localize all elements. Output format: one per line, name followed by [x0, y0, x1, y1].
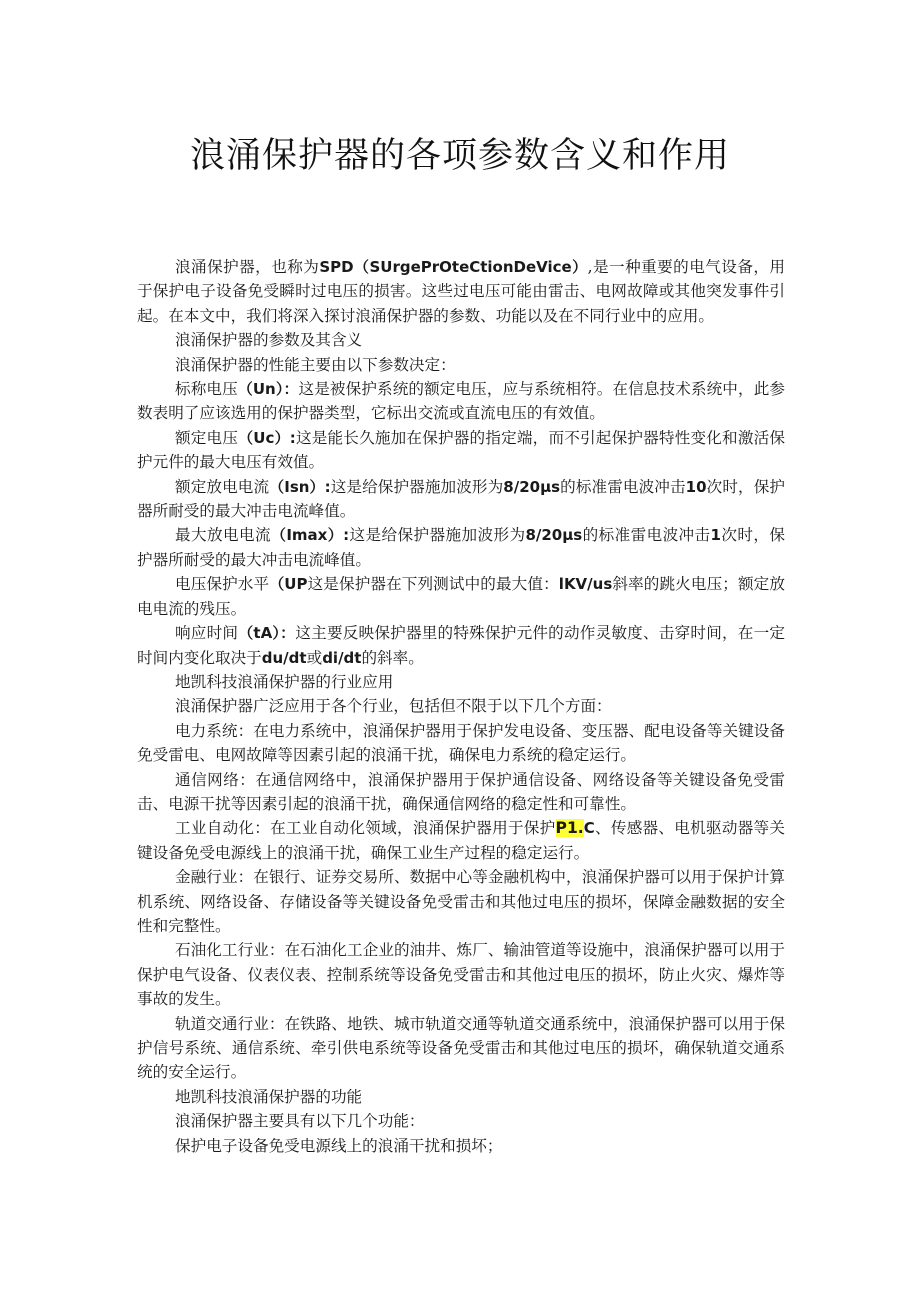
param-imax-desc-1: 这是给保护器施加波形为 [349, 526, 526, 545]
param-uc [137, 426, 785, 475]
param-imax-symbol: （Imax）: [270, 526, 350, 545]
intro-paragraph [137, 255, 785, 328]
param-isn [137, 475, 785, 524]
document-title: 浪涌保护器的各项参数含义和作用 [189, 136, 730, 176]
param-ta-desc-2: 的斜率。 [361, 648, 424, 667]
param-uc-symbol: （Uc）: [238, 428, 296, 447]
industry-automation [137, 816, 785, 865]
plc-term-suffix: C [583, 819, 595, 838]
param-isn-symbol: （Isn）: [269, 477, 331, 496]
param-up-symbol: （UP [269, 575, 308, 594]
industry-telecom: 通信网络：在通信网络中，浪涌保护器用于保护通信设备、网络设备等关键设备免受雷击、电源干扰等因素引起的浪涌干扰，确保通信网络的稳定性和可靠性。 [137, 770, 785, 813]
param-up-desc-2: 斜率的跳火电压；额定放电电流的残压。 [137, 575, 785, 618]
param-uc-name: 额定电压 [175, 428, 239, 447]
param-isn-desc-1: 这是给保护器施加波形为 [330, 477, 504, 496]
param-isn-name: 额定放电电流 [175, 477, 270, 496]
industry-petrochemical: 石油化工行业：在石油化工企业的油井、炼厂、输油管道等设施中，浪涌保护器可以用于保护电气设备、仪表仪表、控制系统等设备免受雷击和其他过电压的损坏，防止火灾、爆炸等事故的发生。 [137, 941, 785, 1009]
industry-intro: 浪涌保护器广泛应用于各个行业，包括但不限于以下几个方面： [175, 697, 612, 716]
heading-industry: 地凯科技浪涌保护器的行业应用 [175, 672, 394, 691]
param-un-symbol: （Un）： [237, 380, 299, 399]
param-imax [137, 523, 785, 572]
industry-rail: 轨道交通行业：在铁路、地铁、城市轨道交通等轨道交通系统中，浪涌保护器可以用于保护信号系统、通信系统、牵引供电系统等设备免受雷击和其他过电压的损坏，确保轨道交通系统的安全运行。 [137, 1014, 785, 1082]
intro-text-2: ,是一种重要的电气设备，用于保护电子设备免受瞬时过电压的损害。这些过电压可能由雷击、电网故障或其他突发事件引起。在本文中，我们将深入探讨浪涌保护器的参数、功能以及在不同行业中的应用。 [137, 258, 785, 325]
param-ta-or: 或 [306, 648, 323, 667]
parameters-intro: 浪涌保护器的性能主要由以下参数决定： [175, 355, 456, 374]
param-isn-desc-2: 的标准雷电波冲击 [560, 477, 686, 496]
param-up-desc-1: 这是保护器在下列测试中的最大值： [307, 575, 559, 594]
param-isn-desc-3: 次时，保护器所耐受的最大冲击电流峰值。 [137, 477, 785, 521]
param-isn-count: 10 [685, 477, 707, 496]
param-un-name: 标称电压 [175, 380, 238, 399]
industry-automation-text-2: 、传感器、电机驱动器等关键设备免受电源线上的浪涌干扰，确保工业生产过程的稳定运行。 [137, 819, 785, 862]
param-imax-desc-3: 次时，保护器所耐受的最大冲击电流峰值。 [137, 526, 785, 569]
heading-function: 地凯科技浪涌保护器的功能 [175, 1087, 363, 1106]
highlighted-plc-term: P1. [555, 819, 584, 838]
function-intro: 浪涌保护器主要具有以下几个功能： [175, 1112, 425, 1131]
param-imax-waveform: 8/20μs [525, 526, 583, 545]
industry-automation-text-1: 工业自动化：在工业自动化领域，浪涌保护器用于保护 [175, 819, 556, 838]
param-up [137, 572, 785, 621]
param-imax-count: 1 [710, 526, 721, 545]
param-ta-dudt: du/dt [261, 648, 307, 667]
param-ta-symbol: （tA）： [238, 624, 296, 643]
param-up-slope: lKV/us [558, 575, 613, 594]
industry-finance: 金融行业：在银行、证券交易所、数据中心等金融机构中，浪涌保护器可以用于保护计算机系统、网络设备、存储设备等关键设备免受雷击和其他过电压的损坏，保障金融数据的安全性和完整性。 [137, 868, 785, 935]
param-ta [137, 621, 785, 670]
param-uc-desc: 这是能长久施加在保护器的指定端，而不引起保护器特性变化和激活保护元件的最大电压有效值。 [137, 428, 785, 472]
param-isn-waveform: 8/20μs [503, 477, 561, 496]
param-imax-desc-2: 的标准雷电波冲击 [582, 526, 711, 545]
intro-text-1: 浪涌保护器，也称为 [175, 258, 320, 276]
param-up-name: 电压保护水平 [175, 575, 270, 594]
param-un-desc: 这是被保护系统的额定电压，应与系统相符。在信息技术系统中，此参数表明了应该选用的保护器类型，它标出交流或直流电压的有效值。 [137, 380, 785, 423]
function-item-1: 保护电子设备免受电源线上的浪涌干扰和损坏； [175, 1136, 503, 1155]
industry-power: 电力系统：在电力系统中，浪涌保护器用于保护发电设备、变压器、配电设备等关键设备免受雷电、电网故障等因素引起的浪涌干扰，确保电力系统的稳定运行。 [137, 721, 785, 765]
intro-spd-term: SPD（SUrgePrOteCtionDeVice） [319, 258, 588, 276]
param-un [137, 377, 785, 426]
document-body [137, 255, 785, 1158]
heading-parameters: 浪涌保护器的参数及其含义 [175, 331, 363, 350]
param-imax-name: 最大放电电流 [175, 526, 271, 545]
param-ta-didt: di/dt [322, 648, 362, 667]
param-ta-desc-1: 这主要反映保护器里的特殊保护元件的动作灵敏度、击穿时间，在一定时间内变化取决于 [137, 624, 785, 667]
param-ta-name: 响应时间 [175, 624, 239, 643]
